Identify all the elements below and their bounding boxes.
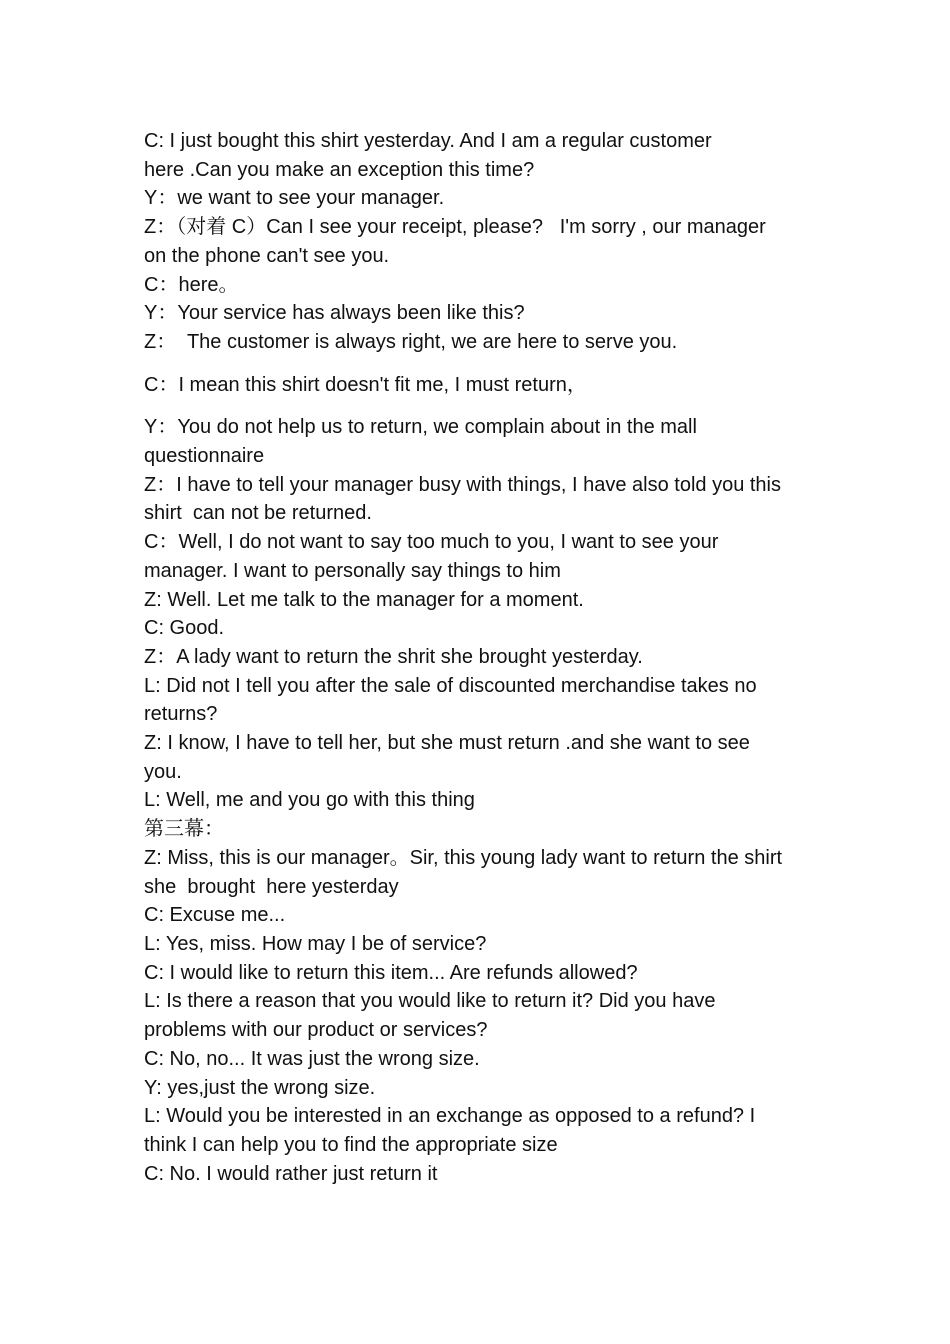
dialogue-line: L: Well, me and you go with this thing xyxy=(144,789,475,812)
dialogue-line: she brought here yesterday xyxy=(144,875,399,898)
dialogue-line: L: Would you be interested in an exchange as opposed to a refund? I xyxy=(144,1105,756,1128)
dialogue-line: questionnaire xyxy=(144,445,265,468)
dialogue-line: Z：（对着 C）Can I see your receipt, please? I'm sorry , our manager xyxy=(144,216,766,239)
dialogue-line: problems with our product or services? xyxy=(144,1019,488,1042)
dialogue-line: Y：Your service has always been like this? xyxy=(144,302,525,325)
dialogue-line: C: Good. xyxy=(144,617,225,640)
dialogue-line: shirt can not be returned. xyxy=(144,502,372,525)
dialogue-line: Z： The customer is always right, we are here to serve you. xyxy=(144,330,678,353)
dialogue-line: you. xyxy=(144,760,182,783)
dialogue-line: C: No, no... It was just the wrong size. xyxy=(144,1047,480,1070)
dialogue-line: Z: Well. Let me talk to the manager for a moment. xyxy=(144,588,584,611)
dialogue-line: here .Can you make an exception this time? xyxy=(144,158,535,181)
dialogue-line: C: I would like to return this item... Are refunds allowed? xyxy=(144,961,638,984)
dialogue-line: L: Did not I tell you after the sale of discounted merchandise takes no xyxy=(144,674,757,697)
dialogue-text xyxy=(144,127,812,1188)
dialogue-line: C：I mean this shirt doesn't fit me, I must return， xyxy=(144,373,587,396)
dialogue-line: C: Excuse me... xyxy=(144,904,286,927)
dialogue-line: think I can help you to find the appropriate size xyxy=(144,1133,558,1156)
dialogue-line: L: Yes, miss. How may I be of service? xyxy=(144,932,487,955)
dialogue-line: on the phone can't see you. xyxy=(144,244,390,267)
dialogue-line: C：Well, I do not want to say too much to you, I want to see your xyxy=(144,531,719,554)
dialogue-line: Z：I have to tell your manager busy with things, I have also told you this xyxy=(144,473,781,496)
dialogue-line: Z: I know, I have to tell her, but she must return .and she want to see xyxy=(144,732,750,755)
dialogue-line: C：here。 xyxy=(144,273,239,296)
dialogue-line: Y：we want to see your manager. xyxy=(144,187,445,210)
dialogue-line: Y: yes,just the wrong size. xyxy=(144,1076,376,1099)
dialogue-line: Y：You do not help us to return, we complain about in the mall xyxy=(144,416,697,439)
dialogue-line: C: No. I would rather just return it xyxy=(144,1162,438,1185)
dialogue-line: C: I just bought this shirt yesterday. And I am a regular customer xyxy=(144,130,712,152)
dialogue-line: returns? xyxy=(144,703,218,726)
scene-heading: 第三幕： xyxy=(144,818,224,841)
dialogue-line: manager. I want to personally say things to him xyxy=(144,559,561,582)
dialogue-line: Z：A lady want to return the shrit she brought yesterday. xyxy=(144,645,643,668)
dialogue-line: L: Is there a reason that you would like to return it? Did you have xyxy=(144,990,716,1013)
dialogue-line: Z: Miss, this is our manager。Sir, this young lady want to return the shirt xyxy=(144,846,783,869)
